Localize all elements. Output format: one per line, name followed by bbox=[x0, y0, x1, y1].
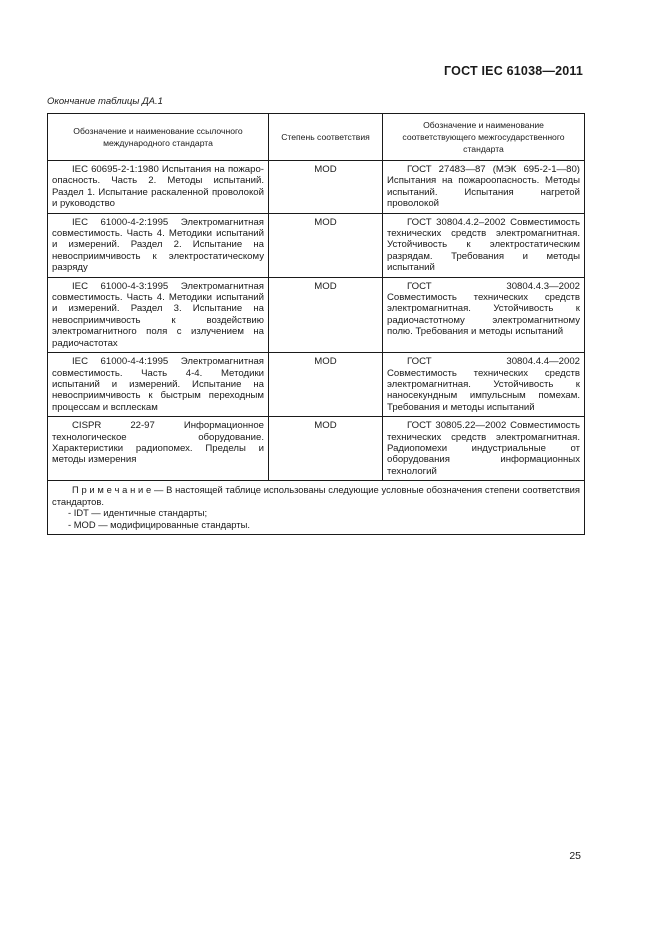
interstate-standard-cell: ГОСТ 30805.22—2002 Совместимость технических средств электромагнитная. Радиопомехи индустриальные от оборудования информационных технологий bbox=[383, 417, 585, 481]
table-row bbox=[48, 353, 585, 417]
table-header-row bbox=[48, 114, 585, 161]
degree-cell: MOD bbox=[269, 213, 383, 277]
correspondence-table bbox=[47, 113, 585, 535]
table-row bbox=[48, 213, 585, 277]
column-header-international: Обозначение и наименование ссылочного международного стандарта bbox=[48, 114, 269, 161]
table-row bbox=[48, 417, 585, 481]
international-standard-cell: IEC 61000-4-2:1995 Электромагнитная совместимость. Часть 4. Методики испытаний и измерений. Раздел 2. Испытание на невосприимчивость к электростатическому разряду bbox=[48, 213, 269, 277]
table-caption: Окончание таблицы ДА.1 bbox=[47, 96, 163, 107]
degree-cell: MOD bbox=[269, 277, 383, 352]
interstate-standard-cell: ГОСТ 30804.4.3—2002 Совместимость технических средств электромагнитная. Устойчивость к радиочастотному электромагнитному полю. Требования и методы испытаний bbox=[383, 277, 585, 352]
interstate-standard-cell: ГОСТ 27483—87 (МЭК 695-2-1—80) Испытания на пожароопасность. Методы испытаний. Испытания нагретой проволокой bbox=[383, 161, 585, 214]
interstate-standard-cell: ГОСТ 30804.4.2–2002 Совместимость технических средств электромагнитная. Устойчивость к электростатическим разрядам. Требования и методы испытаний bbox=[383, 213, 585, 277]
international-standard-cell: IEC 60695-2-1:1980 Испытания на пожаро-опасность. Часть 2. Методы испытаний. Раздел 1. Испытание раскаленной проволокой и руководство bbox=[48, 161, 269, 214]
note-lead: П р и м е ч а н и е — В настоящей таблице использованы следующие условные обозначения степени соответствия стандартов. bbox=[52, 484, 580, 507]
table-note-row bbox=[48, 481, 585, 534]
international-standard-cell: CISPR 22-97 Информационное технологическое оборудование. Характеристики радиопомех. Пределы и методы измерения bbox=[48, 417, 269, 481]
document-standard-header: ГОСТ IEC 61038—2011 bbox=[444, 64, 583, 78]
degree-cell: MOD bbox=[269, 417, 383, 481]
table-row bbox=[48, 161, 585, 214]
page-number: 25 bbox=[569, 850, 581, 862]
table-row bbox=[48, 277, 585, 352]
column-header-degree: Степень соответствия bbox=[269, 114, 383, 161]
degree-cell: MOD bbox=[269, 161, 383, 214]
interstate-standard-cell: ГОСТ 30804.4.4—2002 Совместимость технических средств электромагнитная. Устойчивость к наносекундным импульсным помехам. Требования и методы испытаний bbox=[383, 353, 585, 417]
international-standard-cell: IEC 61000-4-3:1995 Электромагнитная совместимость. Часть 4. Методики испытаний и измерений. Раздел 3. Испытание на невосприимчивость к воздействию электромагнитного поля с излучением на радиочастотах bbox=[48, 277, 269, 352]
degree-cell: MOD bbox=[269, 353, 383, 417]
note-item-mod: - MOD — модифицированные стандарты. bbox=[68, 518, 250, 530]
international-standard-cell: IEC 61000-4-4:1995 Электромагнитная совместимость. Часть 4-4. Методики испытаний и измерений. Испытание на невосприимчивость к быстрым переходным процессам и всплескам bbox=[48, 353, 269, 417]
column-header-interstate: Обозначение и наименование соответствующего межгосударственного стандарта bbox=[383, 114, 585, 161]
table-note bbox=[48, 481, 585, 534]
note-item-idt: - IDT — идентичные стандарты; bbox=[68, 507, 208, 519]
